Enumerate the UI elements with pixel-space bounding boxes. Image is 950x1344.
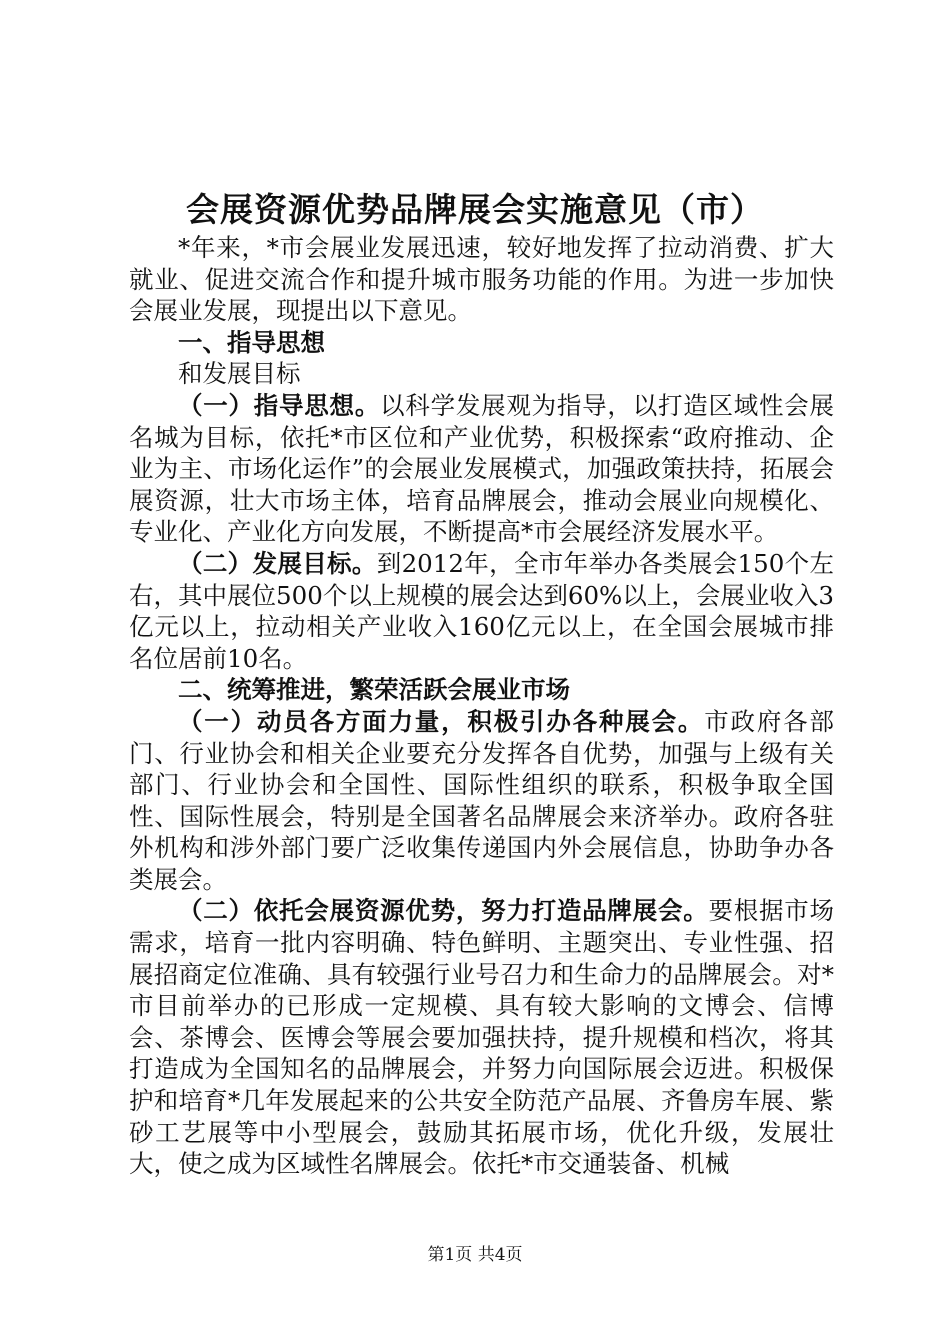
section-heading-text: 一、指导思想 [178,327,325,357]
paragraph-lead: （二）依托会展资源优势，努力打造品牌展会。 [178,896,709,926]
paragraph-development-goal [129,548,834,674]
paragraph-text: *年来，*市会展业发展迅速，较好地发挥了拉动消费、扩大就业、促进交流合作和提升城市服务功能的作用。为进一步加快会展业发展，现提出以下意见。 [129,233,834,326]
paragraph-mobilize-forces [129,706,834,896]
section-heading-2 [129,674,834,706]
document-title: 会展资源优势品牌展会实施意见（市） [186,190,764,229]
paragraph-lead: （一）指导思想。 [178,390,381,420]
section-heading-1 [129,327,834,359]
paragraph-text: 到2012年，全市年举办各类展会150个左右，其中展位500个以上规模的展会达到60%以上，会展业收入3亿元以上，拉动相关产业收入160亿元以上，在全国会展城市排名位居前10名。 [129,548,834,673]
paragraph-guiding-thought [129,390,834,548]
paragraph-heading-continuation [129,358,834,390]
section-heading-text: 二、统筹推进，繁荣活跃会展业市场 [178,675,570,705]
paragraph-lead: （二）发展目标。 [178,548,377,578]
paragraph-text: 以科学发展观为指导，以打造区域性会展名城为目标，依托*市区位和产业优势，积极探索“政府推动、企业为主、市场化运作”的会展业发展模式，加强政策扶持，拓展会展资源，壮大市场主体，培育品牌展会，推动会展业向规模化、专业化、产业化方向发展，不断提高*市会展经济发展水平。 [129,390,835,547]
paragraph-text: 要根据市场需求，培育一批内容明确、特色鲜明、主题突出、专业性强、招展招商定位准确、具有较强行业号召力和生命力的品牌展会。对*市目前举办的已形成一定规模、具有较大影响的文博会、信博会、茶博会、医博会等展会要加强扶持，提升规模和档次，将其打造成为全国知名的品牌展会，并努力向国际展会迈进。积极保护和培育*几年发展起来的公共安全防范产品展、齐鲁房车展、紫砂工艺展等中小型展会，鼓励其拓展市场，优化升级，发展壮大，使之成为区域性名牌展会。依托*市交通装备、机械 [129,896,835,1179]
paragraph-brand-exhibitions [129,895,834,1179]
paragraph-text: 市政府各部门、行业协会和相关企业要充分发挥各自优势，加强与上级有关部门、行业协会和全国性、国际性组织的联系，积极争取全国性、国际性展会，特别是全国著名品牌展会来济举办。政府各驻外机构和涉外部门要广泛收集传递国内外会展信息，协助争办各类展会。 [129,706,834,894]
page-footer: 第1页 共4页 [427,1245,523,1265]
document-body [129,232,834,1180]
paragraph-lead: （一）动员各方面力量，积极引办各种展会。 [178,706,705,736]
paragraph-text: 和发展目标 [178,359,301,389]
paragraph-intro [129,232,834,327]
